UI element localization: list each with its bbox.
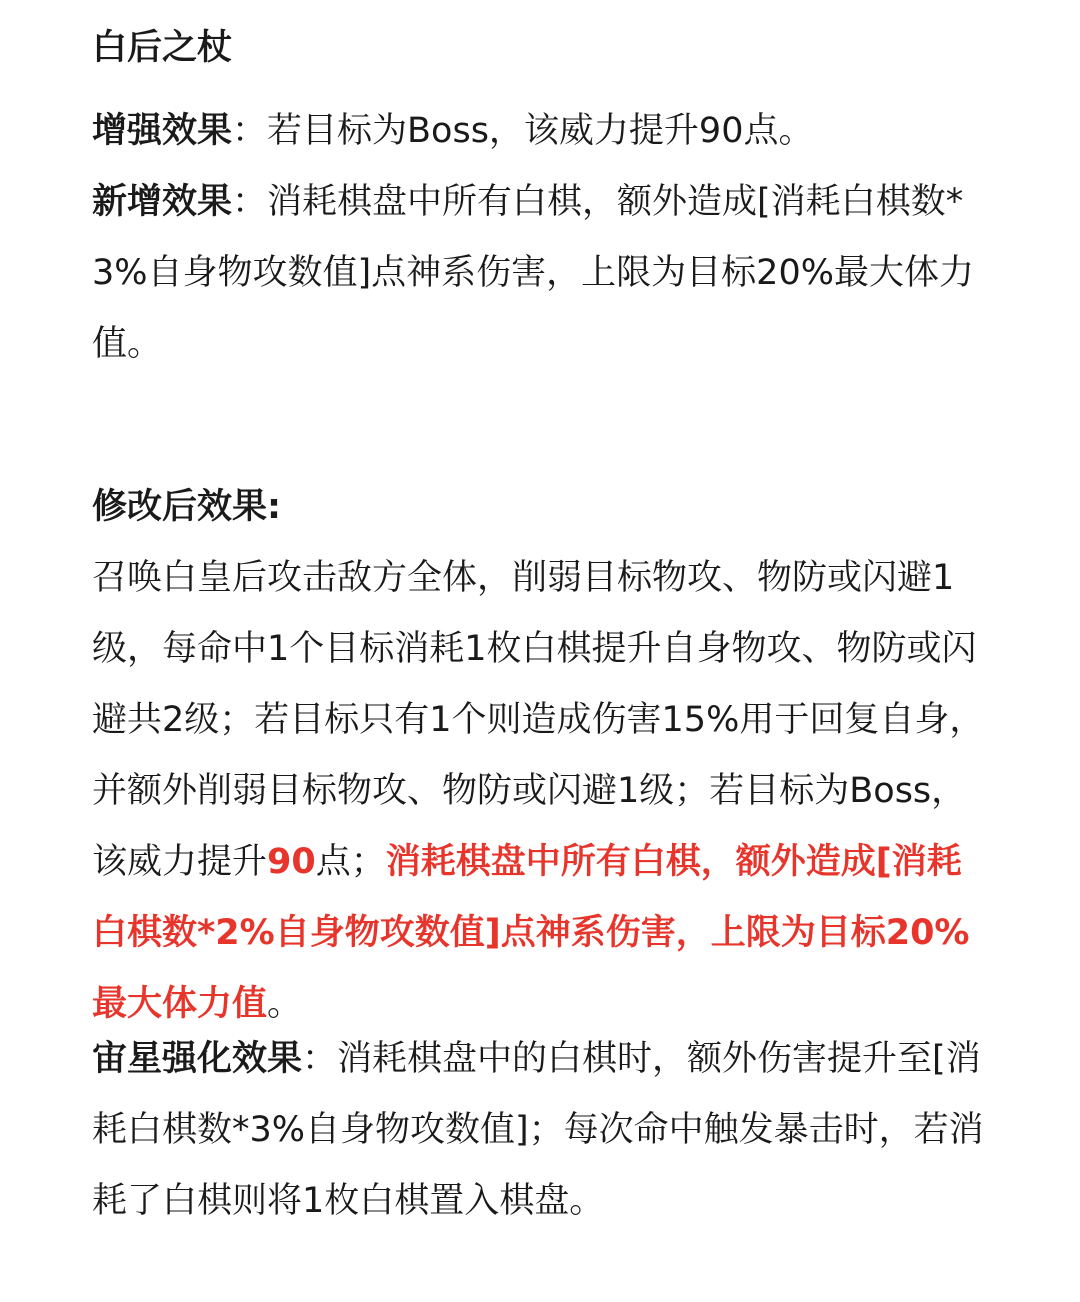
modified-effect-text: 召唤白皇后攻击敌方全体，削弱目标物攻、物防或闪避1级，每命中1个目标消耗1枚白棋提升自身物攻、物防或闪避共2级；若目标只有1个则造成伤害15%用于回复自身，并额外削弱目标物攻、物防或闪避1级；若目标为Boss，该威力提升 xyxy=(92,558,985,882)
modified-effect-text-2: 点； xyxy=(315,842,386,882)
new-effect-text: 消耗棋盘中所有白棋，额外造成[消耗白棋数*3%自身物攻数值]点神系伤害，上限为目标20%最大体力值。 xyxy=(92,182,974,364)
new-effect-separator: ： xyxy=(232,182,268,222)
page-title: 白后之杖 xyxy=(92,28,233,68)
new-effect-label: 新增效果 xyxy=(92,182,233,222)
enhance-effect-label: 增强效果 xyxy=(92,111,233,151)
new-effect-paragraph xyxy=(92,167,992,380)
enhance-effect-paragraph xyxy=(92,96,992,167)
star-effect-separator: ： xyxy=(302,1039,338,1079)
modified-effect-heading: 修改后效果: xyxy=(92,487,281,527)
modified-effect-period: 。 xyxy=(267,984,303,1024)
star-effect-paragraph xyxy=(92,1024,992,1237)
star-effect-text: 消耗棋盘中的白棋时，额外伤害提升至[消耗白棋数*3%自身物攻数值]；每次命中触发暴击时，若消耗了白棋则将1枚白棋置入棋盘。 xyxy=(92,1039,984,1221)
enhance-effect-separator: ： xyxy=(232,111,268,151)
enhance-effect-text: 若目标为Boss，该威力提升90点。 xyxy=(267,111,814,151)
modified-effect-paragraph xyxy=(92,543,992,1040)
highlight-power-number: 90 xyxy=(267,842,316,882)
star-effect-label: 宙星强化效果 xyxy=(92,1039,303,1079)
highlight-consume-effect: 消耗棋盘中所有白棋，额外造成[消耗白棋数*2%自身物攻数值]点神系伤害，上限为目标20%最大体力值 xyxy=(92,842,970,1024)
